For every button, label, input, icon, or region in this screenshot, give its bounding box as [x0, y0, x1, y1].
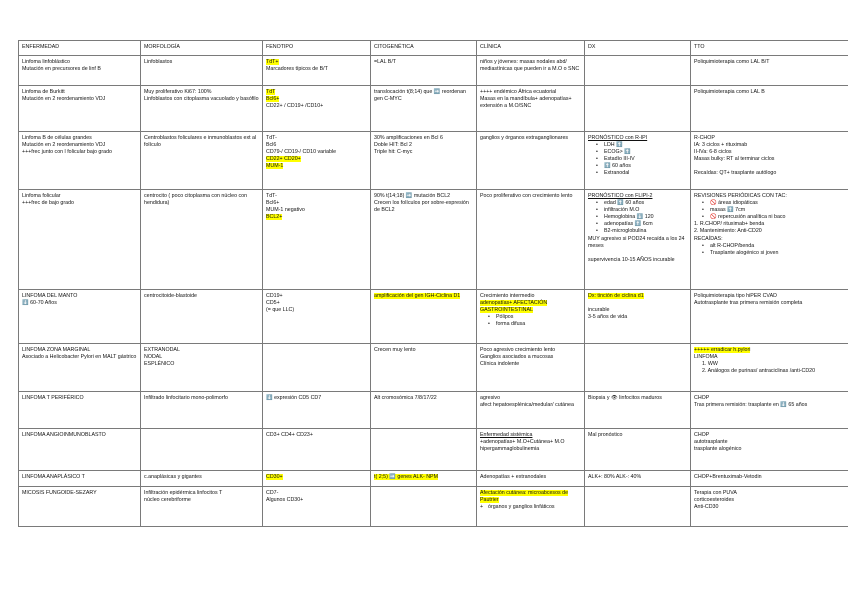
table-row	[19, 471, 848, 487]
cell-text: Infiltración epidérmica linfocitos T	[144, 490, 223, 496]
header-cell: DX	[585, 41, 691, 56]
disease-name: Linfoma de Burkitt	[22, 89, 65, 95]
list-item: • 🚫 áreas idiopáticas	[694, 200, 845, 207]
header-cell: CITOGENÉTICA	[371, 41, 477, 56]
cell-text: Crecen los folículos por sobre-expresión de BCL2	[374, 200, 469, 214]
table-row	[19, 132, 848, 190]
cell-text: Linfoblastos con citoplasma vacuolado y basófilo	[144, 96, 259, 103]
table-cell	[691, 86, 848, 132]
table-cell	[585, 487, 691, 527]
cell-text: Recaídas: QT+ trasplante autólogo	[694, 170, 777, 177]
list-item: • 🚫 repercusión analítica ni baco	[694, 214, 845, 221]
cell-text: 30% amplificaciones en Bcl 6	[374, 135, 443, 141]
cell-text: Algunos CD30+	[266, 497, 304, 504]
cell-text: c.anaplásicas y gigantes	[144, 474, 202, 480]
table-cell	[691, 132, 848, 190]
list-item: 1. WW	[702, 361, 718, 368]
table-cell	[19, 132, 141, 190]
table-cell	[19, 190, 141, 290]
cell-text: Muy proliferativo Ki67: 100%	[144, 89, 212, 95]
table-cell	[585, 132, 691, 190]
table-cell	[263, 344, 371, 392]
cell-text: translocación t(8;14) que ➡️ reordenan gen C-MYC	[374, 89, 466, 103]
table-cell	[691, 487, 848, 527]
cell-text: ++++ endémico África ecuatorial	[480, 89, 557, 95]
list-item: • ECOG> ⬆️	[588, 149, 687, 156]
list-item: • Pólipos	[480, 314, 581, 321]
table-cell	[585, 56, 691, 86]
cell-text: R-CHOP	[694, 135, 715, 141]
table-cell	[263, 429, 371, 471]
table-row	[19, 487, 848, 527]
list-item: 1. R.CHOP/ rituximab+ benda	[694, 221, 765, 228]
table-cell	[371, 471, 477, 487]
cell-text: Triple hit: C-myc	[374, 149, 413, 156]
table-cell	[371, 56, 477, 86]
highlight-text: adenopatías+ AFECTACIÓN GASTROINTESTINAL	[480, 300, 548, 314]
highlight-text: CD22+ CD20+	[266, 156, 301, 163]
cell-text: Terapia con PUVA	[694, 490, 737, 496]
disease-name: LINFOMA ANGIOINMUNOBLASTO	[22, 432, 106, 438]
table-cell	[477, 190, 585, 290]
list-item: • adenopatías ⬆️ 6cm	[588, 221, 687, 228]
cell-text: CD19+	[266, 293, 283, 299]
disease-name: ⬇️ 60-70 Años	[22, 300, 57, 307]
cell-text: IA: 3 ciclos + rituximab	[694, 142, 748, 149]
cell-text: Alt cromosómica 7/8/17/22	[374, 395, 437, 401]
table-cell	[141, 344, 263, 392]
table-cell	[263, 290, 371, 344]
disease-name: Linfoma linfoblástico	[22, 59, 70, 65]
table-cell	[19, 290, 141, 344]
table-row	[19, 86, 848, 132]
list-item: • Trasplante alogénico si joven	[694, 250, 845, 257]
cell-text: Mal pronóstico	[588, 432, 623, 438]
cell-text: centrocito ( poco citoplasma con núcleo con hendidura)	[144, 193, 248, 207]
table-cell	[141, 429, 263, 471]
cell-text: RECAÍDAS:	[694, 235, 723, 242]
cell-text: Crecen muy lento	[374, 347, 416, 353]
table-cell	[477, 132, 585, 190]
cell-text: CD5+	[266, 300, 280, 307]
disease-name: Mutación en 2 reordenamiento VDJ	[22, 142, 106, 149]
cell-text: NODAL	[144, 354, 163, 361]
table-row	[19, 190, 848, 290]
table-cell	[19, 56, 141, 86]
cell-text: Autotrasplante tras primera remisión completa	[694, 300, 803, 307]
table-cell	[371, 86, 477, 132]
highlight-text: BCL2+	[266, 214, 283, 221]
table-cell	[691, 190, 848, 290]
table-cell	[691, 471, 848, 487]
list-item: 2. Análogos de purinas/ antraciclinas /anti-CD20	[702, 368, 816, 375]
lymphoma-table	[18, 40, 848, 527]
table-cell	[691, 290, 848, 344]
table-cell	[19, 429, 141, 471]
table-cell	[371, 392, 477, 429]
cell-text: Poco agresivo crecimiento lento	[480, 347, 556, 353]
disease-name: MICOSIS FUNGOIDE-SEZARY	[22, 490, 97, 496]
list-item: • LDH ⬆️	[588, 142, 687, 149]
cell-text: CD7-	[266, 490, 279, 496]
cell-text: TdT-	[266, 193, 277, 199]
table-cell	[263, 56, 371, 86]
cell-text: Masas en la mandíbula+ adenopatías+ extensión a M.O/SNC	[480, 96, 572, 110]
cell-text: CHOP	[694, 395, 710, 401]
cell-text: Tras primera remisión: trasplante en ⬇️ 65 años	[694, 402, 808, 409]
table-cell	[141, 290, 263, 344]
cell-text: supervivencia 10-15 AÑOS incurable	[588, 256, 675, 263]
list-item: • alt R-CHOP/benda	[694, 243, 845, 250]
header-cell: MORFOLOGÍA	[141, 41, 263, 56]
highlight-text: +++++ erradicar h.pylori	[694, 347, 751, 353]
cell-text: TdT-	[266, 135, 277, 141]
table-cell	[263, 392, 371, 429]
table-cell	[585, 392, 691, 429]
highlight-text: t( 2;5) ➡️ genes ALK- NPM	[374, 474, 439, 480]
cell-text: Linfoblastos	[144, 59, 173, 65]
highlight-text: CD30+	[266, 474, 283, 480]
cell-text: Clínica indolente	[480, 361, 520, 368]
cell-text: Poliquimioterapia tipo hiPER CVAD	[694, 293, 777, 299]
table-cell	[371, 344, 477, 392]
highlight-text: TdT	[266, 89, 276, 95]
disease-name: LINFOMA DEL MANTO	[22, 293, 78, 299]
table-cell	[477, 429, 585, 471]
table-cell	[263, 190, 371, 290]
list-item: • forma difusa	[480, 321, 581, 328]
cell-text: Marcadores típicos de B/T	[266, 66, 328, 73]
table-cell	[691, 344, 848, 392]
table-cell	[371, 290, 477, 344]
table-cell	[585, 429, 691, 471]
table-cell	[585, 344, 691, 392]
cell-text: ESPLÉNICO	[144, 361, 175, 368]
cell-text: 3-5 años de vida	[588, 314, 628, 321]
table-cell	[141, 487, 263, 527]
disease-name: Linfoma B de células grandes	[22, 135, 92, 141]
table-cell	[477, 487, 585, 527]
table-cell	[585, 86, 691, 132]
disease-name: LINFOMA ANAPLÁSICO T	[22, 474, 85, 480]
table-cell	[263, 86, 371, 132]
cell-text: afect hepatoesplénica/medular/ cutánea	[480, 402, 574, 409]
table-cell	[477, 471, 585, 487]
cell-text: Bcl6	[266, 142, 277, 149]
cell-text: Doble HIT: Bcl 2	[374, 142, 412, 149]
cell-text	[694, 163, 845, 170]
cell-text: MUY agresivo si POD24 recaída a los 24 meses	[588, 235, 685, 249]
list-item: • infiltración M.O	[588, 207, 687, 214]
disease-name: Mutación en precursores de linf B	[22, 66, 101, 73]
highlight-text: TdT+	[266, 59, 279, 65]
disease-name: +++frec junto con l folicular bajo grado	[22, 149, 112, 156]
table-cell	[585, 190, 691, 290]
header-cell: TTO	[691, 41, 848, 56]
table-row	[19, 56, 848, 86]
list-item: • Hemoglobina ⬇️ 120	[588, 214, 687, 221]
disease-name: +++frec de bajo grado	[22, 200, 74, 207]
list-item: • Estadío III-IV	[588, 156, 687, 163]
table-cell	[371, 132, 477, 190]
highlight-text: Dx: tinción de ciclina d1	[588, 293, 644, 299]
table-cell	[263, 487, 371, 527]
table-cell	[141, 56, 263, 86]
disease-name: Asociado a Helicobacter Pylori en MALT gástrico	[22, 354, 137, 361]
table-cell	[19, 487, 141, 527]
cell-text: LINFOMA	[694, 354, 718, 361]
cell-text: Masas bulky: RT al terminar ciclos	[694, 156, 775, 163]
cell-text: CHOP+Brentuximab-Vetodin	[694, 474, 762, 480]
cell-text: Bcl6+	[266, 200, 280, 207]
list-item: + órganos y ganglios linfáticos	[480, 504, 581, 511]
cell-text: Anti-CD30	[694, 504, 719, 511]
highlight-text: Bcl6+	[266, 96, 280, 103]
cell-text: Adenopatías + extranodales	[480, 474, 547, 480]
table-cell	[141, 132, 263, 190]
cell-text: 90% t(14;18) ➡️ mutación BCL2	[374, 193, 451, 199]
cell-text: =LAL B/T	[374, 59, 397, 65]
table-cell	[691, 429, 848, 471]
header-cell: CLÍNICA	[477, 41, 585, 56]
cell-text: Crecimiento intermedio	[480, 293, 535, 299]
table-cell	[691, 392, 848, 429]
table-cell	[477, 392, 585, 429]
cell-text	[588, 300, 687, 307]
table-cell	[477, 344, 585, 392]
table-cell	[19, 86, 141, 132]
table-cell	[477, 86, 585, 132]
table-row	[19, 429, 848, 471]
table-cell	[371, 487, 477, 527]
list-item: • edad ⬆️ 60 años	[588, 200, 687, 207]
highlight-text: Afectación cutánea: microabcesos de Pautrier	[480, 490, 569, 504]
cell-text: PRONÓSTICO con R-IPI	[588, 135, 648, 141]
cell-text: MUM-1 negativo	[266, 207, 305, 214]
list-item: • Extranodal	[588, 170, 687, 177]
table-cell	[141, 190, 263, 290]
table-cell	[477, 290, 585, 344]
cell-text: agresivo	[480, 395, 501, 401]
cell-text: Centroblastos foliculares e inmunoblastos ext al folículo	[144, 135, 257, 149]
table-cell	[371, 190, 477, 290]
table-cell	[371, 429, 477, 471]
table-row	[19, 344, 848, 392]
highlight-text: amplificación del gen IGH-Ciclina D1	[374, 293, 461, 299]
table-cell	[263, 132, 371, 190]
disease-name: Mutación en 2 reordenamiento VDJ	[22, 96, 106, 103]
cell-text: PRONÓSTICO con FLIPI-2	[588, 193, 653, 199]
cell-text: hipergammaglobulinemia	[480, 446, 540, 453]
list-item: • ⬆️ 60 años	[588, 163, 687, 170]
table-cell	[585, 471, 691, 487]
cell-text: niños y jóvenes: masas nodales abd/ mediastínicas que pueden ir a M.O o SNC	[480, 59, 580, 73]
cell-text: núcleo cerebriforme	[144, 497, 191, 504]
cell-text: ⬇️ expresión CD5 CD7	[266, 395, 322, 401]
cell-text: EXTRANODAL	[144, 347, 180, 353]
header-cell: FENOTIPO	[263, 41, 371, 56]
highlight-text: MUM-1	[266, 163, 284, 170]
disease-name: LINFOMA ZONA MARGINAL	[22, 347, 91, 353]
cell-text: Poliquimioterapia como LAL B	[694, 89, 765, 95]
cell-text: II-IVa: 6-8 ciclos	[694, 149, 732, 156]
header-row	[19, 41, 848, 56]
table-cell	[19, 392, 141, 429]
cell-text: trasplante alogénico	[694, 446, 742, 453]
cell-text: Poliquimioterapia como LAL B/T	[694, 59, 770, 65]
list-item: 2. Mantenimiento: Anti-CD20	[694, 228, 762, 235]
cell-text: centrocitoide-blastoide	[144, 293, 197, 299]
table-cell	[691, 56, 848, 86]
cell-text: CD79-/ CD19-/ CD10 variable	[266, 149, 337, 156]
table-cell	[19, 344, 141, 392]
table-cell	[141, 392, 263, 429]
disease-name: LINFOMA T PERIFÉRICO	[22, 395, 84, 401]
cell-text: +adenopatías+ M.O+Cutánea+ M.O	[480, 439, 565, 446]
cell-text: incurable	[588, 307, 610, 314]
table-cell	[585, 290, 691, 344]
cell-text: Enfermedad sistémica	[480, 432, 533, 438]
cell-text: (= que LLC)	[266, 307, 295, 314]
disease-name: Linfoma folicular	[22, 193, 61, 199]
table-cell	[19, 471, 141, 487]
cell-text: Infiltrado linfocitario mono-polimorfo	[144, 395, 228, 401]
list-item: • masas ⬆️ 7cm	[694, 207, 845, 214]
list-item: • B2-microglobulina	[588, 228, 687, 235]
table-cell	[263, 471, 371, 487]
table-cell	[141, 86, 263, 132]
cell-text	[588, 250, 687, 257]
cell-text: ganglios y órganos extraganglionares	[480, 135, 569, 141]
table-cell	[141, 471, 263, 487]
header-cell: ENFERMEDAD	[19, 41, 141, 56]
cell-text: Ganglios asociados a mucosas	[480, 354, 554, 361]
table-row	[19, 290, 848, 344]
cell-text: CD22+ / CD19+ /CD10+	[266, 103, 324, 110]
table-row	[19, 392, 848, 429]
cell-text: corticoesteroides	[694, 497, 735, 504]
cell-text: Biopsia y 👁 linfocitos maduros	[588, 395, 662, 401]
cell-text: CD3+ CD4+ CD23+	[266, 432, 313, 438]
cell-text: ALK+: 80% ALK-: 40%	[588, 474, 642, 480]
table-cell	[477, 56, 585, 86]
cell-text: REVISIONES PERIÓDICAS CON TAC:	[694, 193, 787, 199]
cell-text: autotrasplante	[694, 439, 728, 446]
cell-text: Poco proliferativo con crecimiento lento	[480, 193, 573, 199]
cell-text: CHOP	[694, 432, 710, 438]
